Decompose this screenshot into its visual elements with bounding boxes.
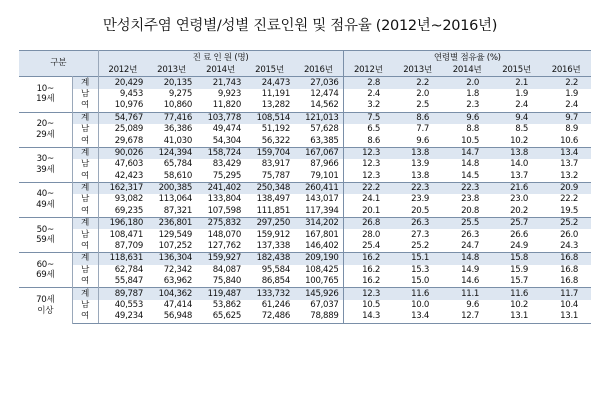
table-row bbox=[19, 112, 591, 124]
patient-count-cell: 72,342 bbox=[163, 264, 193, 275]
share-rate-cell: 16.2 bbox=[362, 276, 381, 287]
year-header: 2016년 bbox=[294, 65, 343, 77]
patients-header: 진 료 인 원 (명) bbox=[98, 51, 343, 66]
share-rate-cell: 13.9 bbox=[411, 159, 430, 170]
patient-count-cell: 84,087 bbox=[212, 264, 242, 275]
share-rate-cell: 7.7 bbox=[416, 124, 430, 135]
age-group-label bbox=[19, 112, 72, 147]
patient-count-cell: 124,394 bbox=[147, 147, 196, 159]
share-rate-cell: 20.5 bbox=[411, 205, 430, 216]
share-rate-cell: 2.4 bbox=[367, 88, 381, 99]
share-rate-cell: 15.1 bbox=[393, 253, 442, 265]
share-rate-cell: 12.3 bbox=[343, 288, 393, 300]
patient-count-cell: 56,948 bbox=[147, 311, 196, 323]
age-group-text: 39세 bbox=[36, 164, 55, 175]
patient-count-cell: 86,854 bbox=[261, 276, 291, 287]
patient-count-cell: 11,191 bbox=[261, 88, 291, 99]
share-rate-cell: 6.5 bbox=[367, 124, 381, 135]
patient-count-cell: 87,966 bbox=[294, 159, 343, 170]
patient-count-cell: 40,553 bbox=[114, 300, 144, 310]
table-row bbox=[19, 265, 591, 276]
patient-count-cell: 162,317 bbox=[98, 182, 147, 194]
share-rate-cell: 24.7 bbox=[461, 241, 480, 252]
patient-count-cell: 9,923 bbox=[217, 88, 242, 99]
age-group-label bbox=[19, 218, 72, 253]
table-row bbox=[19, 229, 591, 240]
sex-label: 계 bbox=[72, 77, 98, 89]
sex-label: 계 bbox=[72, 182, 98, 194]
share-rate-cell: 28.0 bbox=[362, 229, 381, 240]
share-rate-cell: 14.5 bbox=[461, 170, 480, 181]
table-row bbox=[19, 241, 591, 253]
patient-count-cell: 127,762 bbox=[207, 241, 242, 252]
patient-count-cell: 90,026 bbox=[98, 147, 147, 159]
table-row bbox=[19, 147, 591, 159]
table-row bbox=[19, 77, 591, 89]
share-rate-cell: 16.2 bbox=[343, 253, 393, 265]
table-row bbox=[19, 182, 591, 194]
patient-count-cell: 138,497 bbox=[256, 194, 291, 205]
year-header: 2015년 bbox=[245, 65, 294, 77]
share-rate-cell: 13.8 bbox=[393, 147, 442, 159]
patient-count-cell: 63,962 bbox=[163, 276, 193, 287]
share-rate-cell: 2.0 bbox=[416, 88, 430, 99]
share-rate-cell: 10.6 bbox=[560, 135, 579, 146]
sex-label: 여 bbox=[72, 206, 98, 218]
age-group-text: 70세 bbox=[36, 295, 55, 306]
share-rate-cell: 2.1 bbox=[492, 77, 541, 89]
patient-count-cell: 20,429 bbox=[98, 77, 147, 89]
share-rate-cell: 24.1 bbox=[362, 194, 381, 205]
share-rate-cell: 21.6 bbox=[492, 182, 541, 194]
sex-label: 남 bbox=[72, 265, 98, 276]
patient-count-cell: 107,252 bbox=[158, 241, 193, 252]
share-rate-cell: 9.6 bbox=[442, 112, 492, 124]
share-rate-cell: 22.2 bbox=[343, 182, 393, 194]
patient-count-cell: 65,784 bbox=[163, 159, 193, 170]
patient-count-cell: 75,295 bbox=[212, 170, 242, 181]
share-rate-cell: 2.2 bbox=[393, 77, 442, 89]
sex-label: 여 bbox=[72, 135, 98, 147]
patient-count-cell: 117,394 bbox=[294, 206, 343, 218]
patient-count-cell: 87,709 bbox=[114, 241, 144, 252]
patient-count-cell: 53,862 bbox=[212, 300, 242, 310]
patient-count-cell: 54,767 bbox=[98, 112, 147, 124]
share-rate-cell: 14.9 bbox=[461, 264, 480, 275]
share-rate-cell: 9.4 bbox=[492, 112, 541, 124]
table-row bbox=[19, 171, 591, 183]
age-group-text: 19세 bbox=[36, 94, 55, 105]
patient-count-cell: 275,832 bbox=[196, 218, 245, 230]
share-rate-cell: 16.8 bbox=[560, 264, 579, 275]
share-rate-cell: 15.8 bbox=[492, 253, 541, 265]
patient-count-cell: 27,036 bbox=[294, 77, 343, 89]
share-rate-cell: 25.7 bbox=[492, 218, 541, 230]
patient-count-cell: 9,275 bbox=[168, 88, 193, 99]
age-group-text: 29세 bbox=[36, 129, 55, 140]
share-rate-cell: 20.2 bbox=[510, 205, 529, 216]
share-rate-cell: 13.4 bbox=[393, 311, 442, 323]
age-group-text: 59세 bbox=[36, 235, 55, 246]
sex-label: 계 bbox=[72, 288, 98, 300]
table-row bbox=[19, 300, 591, 311]
sex-label: 여 bbox=[72, 311, 98, 323]
patient-count-cell: 241,402 bbox=[196, 182, 245, 194]
patient-count-cell: 108,471 bbox=[109, 229, 144, 240]
share-rate-cell: 15.9 bbox=[510, 264, 529, 275]
share-rate-cell: 27.3 bbox=[411, 229, 430, 240]
share-rate-cell: 12.3 bbox=[362, 159, 381, 170]
patient-count-cell: 58,610 bbox=[163, 170, 193, 181]
share-rate-cell: 25.4 bbox=[362, 241, 381, 252]
share-rate-cell: 26.0 bbox=[560, 229, 579, 240]
share-rate-cell: 2.8 bbox=[343, 77, 393, 89]
patient-count-cell: 133,804 bbox=[207, 194, 242, 205]
year-header: 2016년 bbox=[541, 65, 591, 77]
patient-count-cell: 42,423 bbox=[114, 170, 144, 181]
patient-count-cell: 95,584 bbox=[261, 264, 291, 275]
share-header: 연령별 점유율 (%) bbox=[343, 51, 591, 66]
share-rate-cell: 1.9 bbox=[565, 88, 579, 99]
patient-count-cell: 65,625 bbox=[196, 311, 245, 323]
share-rate-cell: 22.2 bbox=[560, 194, 579, 205]
share-rate-cell: 24.3 bbox=[560, 241, 579, 252]
patient-count-cell: 113,064 bbox=[158, 194, 193, 205]
share-rate-cell: 16.2 bbox=[362, 264, 381, 275]
patient-count-cell: 146,402 bbox=[294, 241, 343, 253]
share-rate-cell: 8.8 bbox=[466, 124, 480, 135]
patient-count-cell: 47,603 bbox=[114, 159, 144, 170]
patient-count-cell: 10,860 bbox=[163, 100, 193, 111]
share-rate-cell: 10.2 bbox=[510, 300, 529, 310]
share-rate-cell: 10.5 bbox=[362, 300, 381, 310]
patient-count-cell: 159,704 bbox=[245, 147, 294, 159]
patient-count-cell: 12,474 bbox=[294, 89, 343, 100]
patient-count-cell: 75,787 bbox=[261, 170, 291, 181]
patient-count-cell: 297,250 bbox=[245, 218, 294, 230]
share-rate-cell: 20.1 bbox=[362, 205, 381, 216]
patient-count-cell: 200,385 bbox=[147, 182, 196, 194]
patient-count-cell: 182,438 bbox=[245, 253, 294, 265]
patient-count-cell: 55,847 bbox=[114, 276, 144, 287]
share-rate-cell: 10.2 bbox=[510, 135, 529, 146]
patient-count-cell: 49,234 bbox=[98, 311, 147, 323]
share-rate-cell: 1.8 bbox=[466, 88, 480, 99]
share-rate-cell: 2.0 bbox=[442, 77, 492, 89]
category-header: 구분 bbox=[19, 51, 98, 77]
age-group-label bbox=[19, 77, 72, 112]
patient-count-cell: 49,474 bbox=[212, 124, 242, 135]
share-rate-cell: 14.6 bbox=[461, 276, 480, 287]
share-rate-cell: 15.0 bbox=[411, 276, 430, 287]
share-rate-cell: 26.3 bbox=[393, 218, 442, 230]
table-row bbox=[19, 218, 591, 230]
table-row bbox=[19, 100, 591, 112]
share-rate-cell: 2.3 bbox=[466, 100, 480, 111]
share-rate-cell: 10.4 bbox=[560, 300, 579, 310]
share-rate-cell: 10.0 bbox=[411, 300, 430, 310]
patient-count-cell: 236,801 bbox=[147, 218, 196, 230]
sex-label: 계 bbox=[72, 253, 98, 265]
share-rate-cell: 13.8 bbox=[411, 170, 430, 181]
share-rate-cell: 12.7 bbox=[442, 311, 492, 323]
patient-count-cell: 129,549 bbox=[158, 229, 193, 240]
table-row bbox=[19, 135, 591, 147]
patient-count-cell: 108,425 bbox=[294, 265, 343, 276]
patient-count-cell: 83,917 bbox=[261, 159, 291, 170]
patient-count-cell: 14,562 bbox=[294, 100, 343, 112]
share-rate-cell: 10.5 bbox=[461, 135, 480, 146]
patient-count-cell: 72,486 bbox=[245, 311, 294, 323]
share-rate-cell: 25.5 bbox=[442, 218, 492, 230]
share-rate-cell: 26.6 bbox=[510, 229, 529, 240]
share-rate-cell: 8.6 bbox=[393, 112, 442, 124]
table-row bbox=[19, 288, 591, 300]
patient-count-cell: 133,732 bbox=[245, 288, 294, 300]
table-row bbox=[19, 253, 591, 265]
share-rate-cell: 13.1 bbox=[541, 311, 591, 323]
patient-count-cell: 24,473 bbox=[245, 77, 294, 89]
share-rate-cell: 23.8 bbox=[461, 194, 480, 205]
age-group-label bbox=[19, 253, 72, 288]
patient-count-cell: 77,416 bbox=[147, 112, 196, 124]
patient-count-cell: 79,101 bbox=[294, 171, 343, 183]
patient-count-cell: 137,338 bbox=[256, 241, 291, 252]
patient-count-cell: 20,135 bbox=[147, 77, 196, 89]
year-header: 2012년 bbox=[343, 65, 393, 77]
patient-count-cell: 69,235 bbox=[114, 205, 144, 216]
share-rate-cell: 13.1 bbox=[492, 311, 541, 323]
sex-label: 여 bbox=[72, 100, 98, 112]
patient-count-cell: 107,598 bbox=[207, 205, 242, 216]
age-group-label bbox=[19, 182, 72, 217]
patient-count-cell: 167,067 bbox=[294, 147, 343, 159]
share-rate-cell: 16.8 bbox=[560, 276, 579, 287]
share-rate-cell: 15.3 bbox=[411, 264, 430, 275]
share-rate-cell: 23.0 bbox=[510, 194, 529, 205]
share-rate-cell: 2.4 bbox=[565, 100, 579, 111]
share-rate-cell: 14.8 bbox=[442, 253, 492, 265]
age-group-text: 20~ bbox=[36, 119, 54, 130]
age-group-text: 40~ bbox=[36, 189, 54, 200]
patient-count-cell: 145,926 bbox=[294, 288, 343, 300]
share-rate-cell: 22.3 bbox=[442, 182, 492, 194]
share-rate-cell: 9.7 bbox=[541, 112, 591, 124]
share-rate-cell: 2.5 bbox=[416, 100, 430, 111]
share-rate-cell: 14.7 bbox=[442, 147, 492, 159]
share-rate-cell: 9.6 bbox=[466, 300, 480, 310]
age-group-text: 50~ bbox=[36, 224, 54, 235]
share-rate-cell: 7.5 bbox=[343, 112, 393, 124]
patient-count-cell: 36,386 bbox=[163, 124, 193, 135]
patient-count-cell: 118,631 bbox=[98, 253, 147, 265]
patient-count-cell: 67,037 bbox=[294, 300, 343, 311]
patient-count-cell: 250,348 bbox=[245, 182, 294, 194]
patient-count-cell: 89,787 bbox=[98, 288, 147, 300]
table-row bbox=[19, 124, 591, 135]
share-rate-cell: 25.2 bbox=[411, 241, 430, 252]
share-rate-cell: 8.9 bbox=[565, 124, 579, 135]
patient-count-cell: 100,765 bbox=[294, 276, 343, 288]
patient-count-cell: 41,030 bbox=[163, 135, 193, 146]
share-rate-cell: 13.8 bbox=[492, 147, 541, 159]
patient-count-cell: 159,912 bbox=[256, 229, 291, 240]
patient-count-cell: 51,192 bbox=[261, 124, 291, 135]
age-group-text: 60~ bbox=[36, 259, 54, 270]
patient-count-cell: 314,202 bbox=[294, 218, 343, 230]
patient-count-cell: 75,840 bbox=[212, 276, 242, 287]
patient-count-cell: 63,385 bbox=[294, 135, 343, 147]
age-group-text: 49세 bbox=[36, 199, 55, 210]
share-rate-cell: 8.6 bbox=[367, 135, 381, 146]
patient-count-cell: 108,514 bbox=[245, 112, 294, 124]
patient-count-cell: 56,322 bbox=[261, 135, 291, 146]
share-rate-cell: 26.3 bbox=[461, 229, 480, 240]
patient-count-cell: 47,414 bbox=[163, 300, 193, 310]
patient-statistics-table bbox=[19, 50, 591, 324]
patient-count-cell: 209,190 bbox=[294, 253, 343, 265]
sex-label: 남 bbox=[72, 229, 98, 240]
sex-label: 여 bbox=[72, 171, 98, 183]
patient-count-cell: 87,321 bbox=[163, 205, 193, 216]
patient-count-cell: 103,778 bbox=[196, 112, 245, 124]
sex-label: 계 bbox=[72, 147, 98, 159]
share-rate-cell: 15.7 bbox=[510, 276, 529, 287]
patient-count-cell: 167,801 bbox=[294, 229, 343, 240]
share-rate-cell: 11.6 bbox=[393, 288, 442, 300]
share-rate-cell: 9.6 bbox=[416, 135, 430, 146]
patient-count-cell: 260,411 bbox=[294, 182, 343, 194]
patient-count-cell: 196,180 bbox=[98, 218, 147, 230]
patient-count-cell: 159,927 bbox=[196, 253, 245, 265]
patient-count-cell: 21,743 bbox=[196, 77, 245, 89]
sex-label: 계 bbox=[72, 112, 98, 124]
patient-count-cell: 136,304 bbox=[147, 253, 196, 265]
age-group-label bbox=[19, 288, 72, 323]
table-title: 만성치주염 연령별/성별 진료인원 및 점유율 (2012년~2016년) bbox=[102, 18, 498, 34]
patient-count-cell: 148,070 bbox=[207, 229, 242, 240]
share-rate-cell: 19.5 bbox=[560, 205, 579, 216]
share-rate-cell: 26.8 bbox=[343, 218, 393, 230]
sex-label: 여 bbox=[72, 276, 98, 288]
year-header: 2013년 bbox=[393, 65, 442, 77]
patient-count-cell: 54,304 bbox=[212, 135, 242, 146]
share-rate-cell: 14.0 bbox=[510, 159, 529, 170]
age-group-text: 30~ bbox=[36, 154, 54, 165]
patient-count-cell: 62,784 bbox=[114, 264, 144, 275]
age-group-label bbox=[19, 147, 72, 182]
patient-count-cell: 93,082 bbox=[114, 194, 144, 205]
share-rate-cell: 13.7 bbox=[510, 170, 529, 181]
patient-count-cell: 143,017 bbox=[294, 194, 343, 205]
sex-label: 남 bbox=[72, 159, 98, 170]
table-row bbox=[19, 206, 591, 218]
table-body bbox=[19, 77, 591, 323]
share-rate-cell: 20.9 bbox=[541, 182, 591, 194]
year-header: 2012년 bbox=[98, 65, 147, 77]
age-group-text: 69세 bbox=[36, 270, 55, 281]
share-rate-cell: 12.3 bbox=[343, 147, 393, 159]
share-rate-cell: 14.3 bbox=[343, 311, 393, 323]
year-header: 2014년 bbox=[196, 65, 245, 77]
share-rate-cell: 3.2 bbox=[367, 100, 381, 111]
share-rate-cell: 11.1 bbox=[442, 288, 492, 300]
patient-count-cell: 61,246 bbox=[261, 300, 291, 310]
share-rate-cell: 22.3 bbox=[393, 182, 442, 194]
patient-count-cell: 13,282 bbox=[261, 100, 291, 111]
share-rate-cell: 11.7 bbox=[541, 288, 591, 300]
table-row bbox=[19, 89, 591, 100]
share-rate-cell: 24.9 bbox=[510, 241, 529, 252]
share-rate-cell: 11.6 bbox=[492, 288, 541, 300]
share-rate-cell: 13.4 bbox=[541, 147, 591, 159]
patient-count-cell: 111,851 bbox=[256, 205, 291, 216]
share-rate-cell: 1.9 bbox=[515, 88, 529, 99]
patient-count-cell: 57,628 bbox=[294, 124, 343, 135]
patient-count-cell: 119,487 bbox=[196, 288, 245, 300]
age-group-text: 이상 bbox=[37, 305, 54, 316]
year-header: 2014년 bbox=[442, 65, 492, 77]
year-header: 2013년 bbox=[147, 65, 196, 77]
share-rate-cell: 2.4 bbox=[515, 100, 529, 111]
table-row bbox=[19, 194, 591, 205]
share-rate-cell: 23.9 bbox=[411, 194, 430, 205]
patient-count-cell: 78,889 bbox=[294, 311, 343, 323]
patient-count-cell: 104,362 bbox=[147, 288, 196, 300]
sex-label: 남 bbox=[72, 300, 98, 311]
sex-label: 계 bbox=[72, 218, 98, 230]
table-row bbox=[19, 311, 591, 323]
patient-count-cell: 11,820 bbox=[212, 100, 242, 111]
table-row bbox=[19, 159, 591, 170]
patient-count-cell: 10,976 bbox=[114, 100, 144, 111]
share-rate-cell: 13.7 bbox=[560, 159, 579, 170]
table-row bbox=[19, 276, 591, 288]
sex-label: 여 bbox=[72, 241, 98, 253]
patient-count-cell: 121,013 bbox=[294, 112, 343, 124]
age-group-text: 10~ bbox=[36, 83, 54, 94]
patient-count-cell: 25,089 bbox=[114, 124, 144, 135]
share-rate-cell: 8.5 bbox=[515, 124, 529, 135]
share-rate-cell: 14.8 bbox=[461, 159, 480, 170]
patient-count-cell: 158,724 bbox=[196, 147, 245, 159]
share-rate-cell: 20.8 bbox=[461, 205, 480, 216]
sex-label: 남 bbox=[72, 194, 98, 205]
year-header: 2015년 bbox=[492, 65, 541, 77]
patient-count-cell: 29,678 bbox=[114, 135, 144, 146]
share-rate-cell: 2.2 bbox=[541, 77, 591, 89]
share-rate-cell: 16.8 bbox=[541, 253, 591, 265]
patient-count-cell: 9,453 bbox=[119, 88, 144, 99]
patient-count-cell: 83,429 bbox=[212, 159, 242, 170]
share-rate-cell: 25.2 bbox=[541, 218, 591, 230]
share-rate-cell: 13.2 bbox=[560, 170, 579, 181]
sex-label: 남 bbox=[72, 124, 98, 135]
share-rate-cell: 12.3 bbox=[362, 170, 381, 181]
sex-label: 남 bbox=[72, 89, 98, 100]
